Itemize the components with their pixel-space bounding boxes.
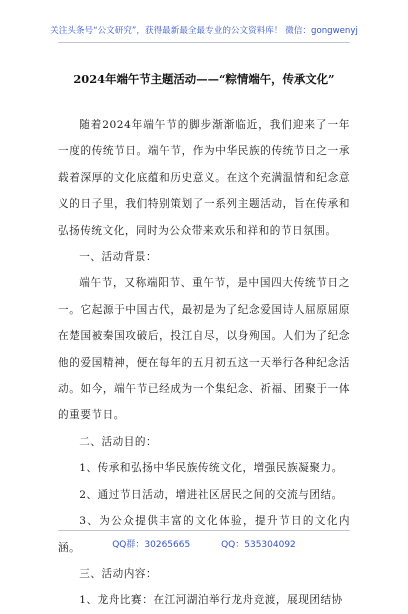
purpose-item-1: 1、传承和弘扬中华民族传统文化，增强民族凝聚力。 — [79, 462, 343, 475]
purpose-item-2: 2、通过节日活动，增进社区居民之间的交流与团结。 — [79, 488, 343, 501]
header-banner: 关注头条号“公文研究”，获得最新最全最专业的公文资料库！ 微信：gongwenyj — [50, 26, 358, 36]
footer-qq-contact: QQ：535304092 — [221, 540, 296, 550]
footer — [0, 537, 408, 550]
background-paragraph: 端午节，又称端阳节、重午节，是中国四大传统节日之一。它起源于中国古代，最初是为了纪念爱国诗人屈原屈原在楚国被秦国攻破后，投江自尽，以身殉国。人们为了纪念他的爱国精神，便在每年的五月初五这一天举行各种纪念活动。如今，端午节已经成为一个集纪念、祈福、团聚于一体的重要节日。 — [58, 277, 350, 422]
purpose-item-3: 3、为公众提供丰富的文化体验，提升节日的文化内涵。 — [58, 515, 350, 554]
section-heading-content: 三、活动内容： — [79, 567, 158, 580]
section-heading-purpose: 二、活动目的： — [79, 435, 158, 448]
intro-paragraph: 随着2024年端午节的脚步渐渐临近，我们迎来了一年一度的传统节日。端午节，作为中华民族的传统节日之一承载着深厚的文化底蕴和历史意义。在这个充满温情和纪念意义的日子里，我们特别策划了一系列主题活动，旨在传承和弘扬传统文化，同时为公众带来欢乐和祥和的节日氛围。 — [58, 119, 350, 237]
header-divider — [58, 42, 350, 43]
footer-qq-group: QQ群：30265665 — [112, 540, 191, 550]
document-title: 2024年端午节主题活动——“粽情端午，传承文化” — [73, 72, 335, 86]
section-heading-background: 一、活动背景： — [79, 251, 158, 264]
footer-divider — [58, 530, 350, 531]
content-item-1: 1、龙舟比赛：在江河湖泊举行龙舟竞渡，展现团结协 — [79, 594, 343, 607]
